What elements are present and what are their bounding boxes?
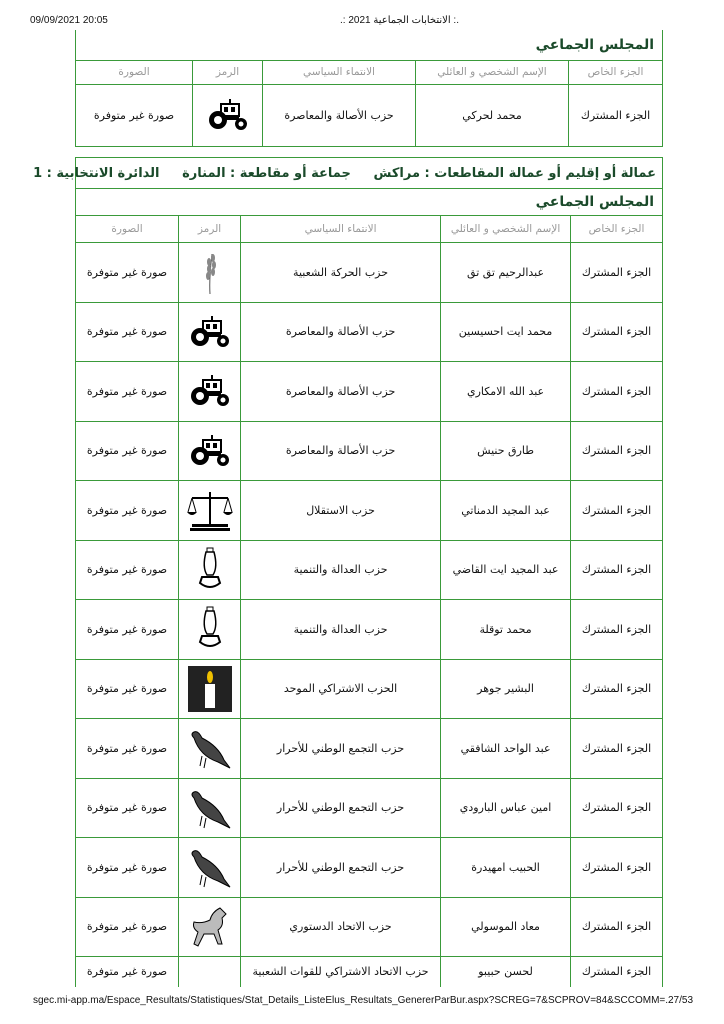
bird-icon	[188, 726, 232, 770]
column-header: الصورة	[76, 216, 179, 243]
party-symbol	[179, 778, 241, 838]
cell-part: الجزء المشترك	[571, 421, 663, 481]
council-table-1	[75, 30, 663, 147]
party-symbol	[179, 362, 241, 422]
cell-party: حزب الاستقلال	[241, 481, 441, 541]
column-header: الإسم الشخصي و العائلي	[441, 216, 571, 243]
page-number: 27/53	[668, 995, 694, 1006]
cell-photo: صورة غير متوفرة	[76, 540, 179, 600]
table-row	[76, 362, 663, 422]
cell-photo: صورة غير متوفرة	[76, 838, 179, 898]
cell-name: امين عباس البارودي	[441, 778, 571, 838]
candle-icon	[188, 666, 232, 712]
party-symbol	[179, 243, 241, 303]
party-symbol	[179, 838, 241, 898]
column-header: الانتماء السياسي	[241, 216, 441, 243]
column-header: الجزء الخاص	[569, 60, 663, 84]
cell-party: حزب الأصالة والمعاصرة	[241, 302, 441, 362]
cell-part: الجزء المشترك	[571, 540, 663, 600]
cell-name: محمد توقلة	[441, 600, 571, 660]
party-symbol	[193, 84, 263, 146]
table-row	[76, 302, 663, 362]
cell-party: حزب العدالة والتنمية	[241, 600, 441, 660]
cell-name: لحسن حبيبو	[441, 957, 571, 987]
table-row	[76, 481, 663, 541]
table-row	[76, 778, 663, 838]
print-page-title: .: الانتخابات الجماعية 2021 :.	[340, 15, 459, 26]
cell-part: الجزء المشترك	[571, 600, 663, 660]
cell-party: حزب الحركة الشعبية	[241, 243, 441, 303]
lamp-icon	[198, 606, 222, 652]
cell-photo: صورة غير متوفرة	[76, 600, 179, 660]
cell-photo: صورة غير متوفرة	[76, 421, 179, 481]
cell-name: عبدالرحيم تق تق	[441, 243, 571, 303]
party-symbol	[179, 540, 241, 600]
cell-party: حزب التجمع الوطني للأحرار	[241, 719, 441, 779]
party-symbol	[179, 897, 241, 957]
table-row	[76, 540, 663, 600]
cell-name: محمد ايت احسيسين	[441, 302, 571, 362]
cell-party: حزب الاتحاد الدستوري	[241, 897, 441, 957]
table-row	[76, 897, 663, 957]
table-row	[76, 719, 663, 779]
lamp-icon	[198, 547, 222, 593]
cell-part: الجزء المشترك	[571, 838, 663, 898]
cell-name: عبد الواحد الشافقي	[441, 719, 571, 779]
bird-icon	[188, 786, 232, 830]
cell-name: عبد المجيد ايت القاضي	[441, 540, 571, 600]
council-table-2	[33, 157, 663, 987]
party-symbol	[179, 481, 241, 541]
column-header: الانتماء السياسي	[263, 60, 416, 84]
scale-icon	[186, 488, 234, 532]
tractor-icon	[189, 374, 231, 408]
cell-photo: صورة غير متوفرة	[76, 778, 179, 838]
cell-part: الجزء المشترك	[571, 362, 663, 422]
cell-party: حزب التجمع الوطني للأحرار	[241, 778, 441, 838]
cell-name: محمد لحركي	[416, 84, 569, 146]
cell-party: حزب العدالة والتنمية	[241, 540, 441, 600]
cell-part: الجزء المشترك	[571, 778, 663, 838]
cell-party: حزب الأصالة والمعاصرة	[241, 421, 441, 481]
cell-party: حزب الأصالة والمعاصرة	[241, 362, 441, 422]
cell-photo: صورة غير متوفرة	[76, 957, 179, 987]
cell-part: الجزء المشترك	[571, 957, 663, 987]
table-title: المجلس الجماعي	[76, 30, 663, 60]
column-header: الجزء الخاص	[571, 216, 663, 243]
cell-part: الجزء المشترك	[571, 719, 663, 779]
print-timestamp: 09/09/2021 20:05	[30, 15, 108, 26]
footer-url: sgec.mi-app.ma/Espace_Resultats/Statistiques/Stat_Details_ListeElus_Resultats_GenererParBur.aspx?SCREG=7&SCPROV=84&SCCOMM=...	[33, 995, 674, 1006]
region-info: عمالة أو إقليم أو عمالة المقاطعات : مراكش جماعة أو مقاطعة : المنارة الدائرة الانتخابية : 1	[76, 158, 663, 189]
cell-photo: صورة غير متوفرة	[76, 719, 179, 779]
cell-part: الجزء المشترك	[571, 659, 663, 719]
cell-name: معاد الموسولي	[441, 897, 571, 957]
cell-photo: صورة غير متوفرة	[76, 362, 179, 422]
table-row	[76, 84, 663, 146]
column-header: الصورة	[76, 60, 193, 84]
cell-part: الجزء المشترك	[569, 84, 663, 146]
table-row	[76, 957, 663, 987]
cell-photo: صورة غير متوفرة	[76, 243, 179, 303]
table-row	[76, 243, 663, 303]
tractor-icon	[207, 98, 249, 132]
column-header: الرمز	[193, 60, 263, 84]
horse-icon	[188, 904, 232, 950]
column-header: الرمز	[179, 216, 241, 243]
party-symbol	[179, 719, 241, 779]
tractor-icon	[189, 434, 231, 468]
cell-photo: صورة غير متوفرة	[76, 84, 193, 146]
cell-party: حزب التجمع الوطني للأحرار	[241, 838, 441, 898]
cell-part: الجزء المشترك	[571, 243, 663, 303]
cell-name: البشير جوهر	[441, 659, 571, 719]
tractor-icon	[189, 315, 231, 349]
cell-party: حزب الاتحاد الاشتراكي للقوات الشعبية	[241, 957, 441, 987]
party-symbol	[179, 600, 241, 660]
cell-photo: صورة غير متوفرة	[76, 897, 179, 957]
table-title: المجلس الجماعي	[76, 189, 663, 216]
cell-party: الحزب الاشتراكي الموحد	[241, 659, 441, 719]
cell-name: عبد المجيد الدمناتي	[441, 481, 571, 541]
table-row	[76, 659, 663, 719]
table-row	[76, 421, 663, 481]
party-symbol	[179, 957, 241, 987]
table-row	[76, 838, 663, 898]
cell-name: عبد الله الامكاري	[441, 362, 571, 422]
cell-part: الجزء المشترك	[571, 897, 663, 957]
cell-photo: صورة غير متوفرة	[76, 659, 179, 719]
party-symbol	[179, 659, 241, 719]
cell-photo: صورة غير متوفرة	[76, 302, 179, 362]
cell-photo: صورة غير متوفرة	[76, 481, 179, 541]
bird-icon	[188, 845, 232, 889]
party-symbol	[179, 302, 241, 362]
cell-part: الجزء المشترك	[571, 481, 663, 541]
cell-party: حزب الأصالة والمعاصرة	[263, 84, 416, 146]
cell-part: الجزء المشترك	[571, 302, 663, 362]
cell-name: طارق حنيش	[441, 421, 571, 481]
wheat-icon	[198, 250, 222, 294]
party-symbol	[179, 421, 241, 481]
cell-name: الحبيب امهيدرة	[441, 838, 571, 898]
table-row	[76, 600, 663, 660]
column-header: الإسم الشخصي و العائلي	[416, 60, 569, 84]
